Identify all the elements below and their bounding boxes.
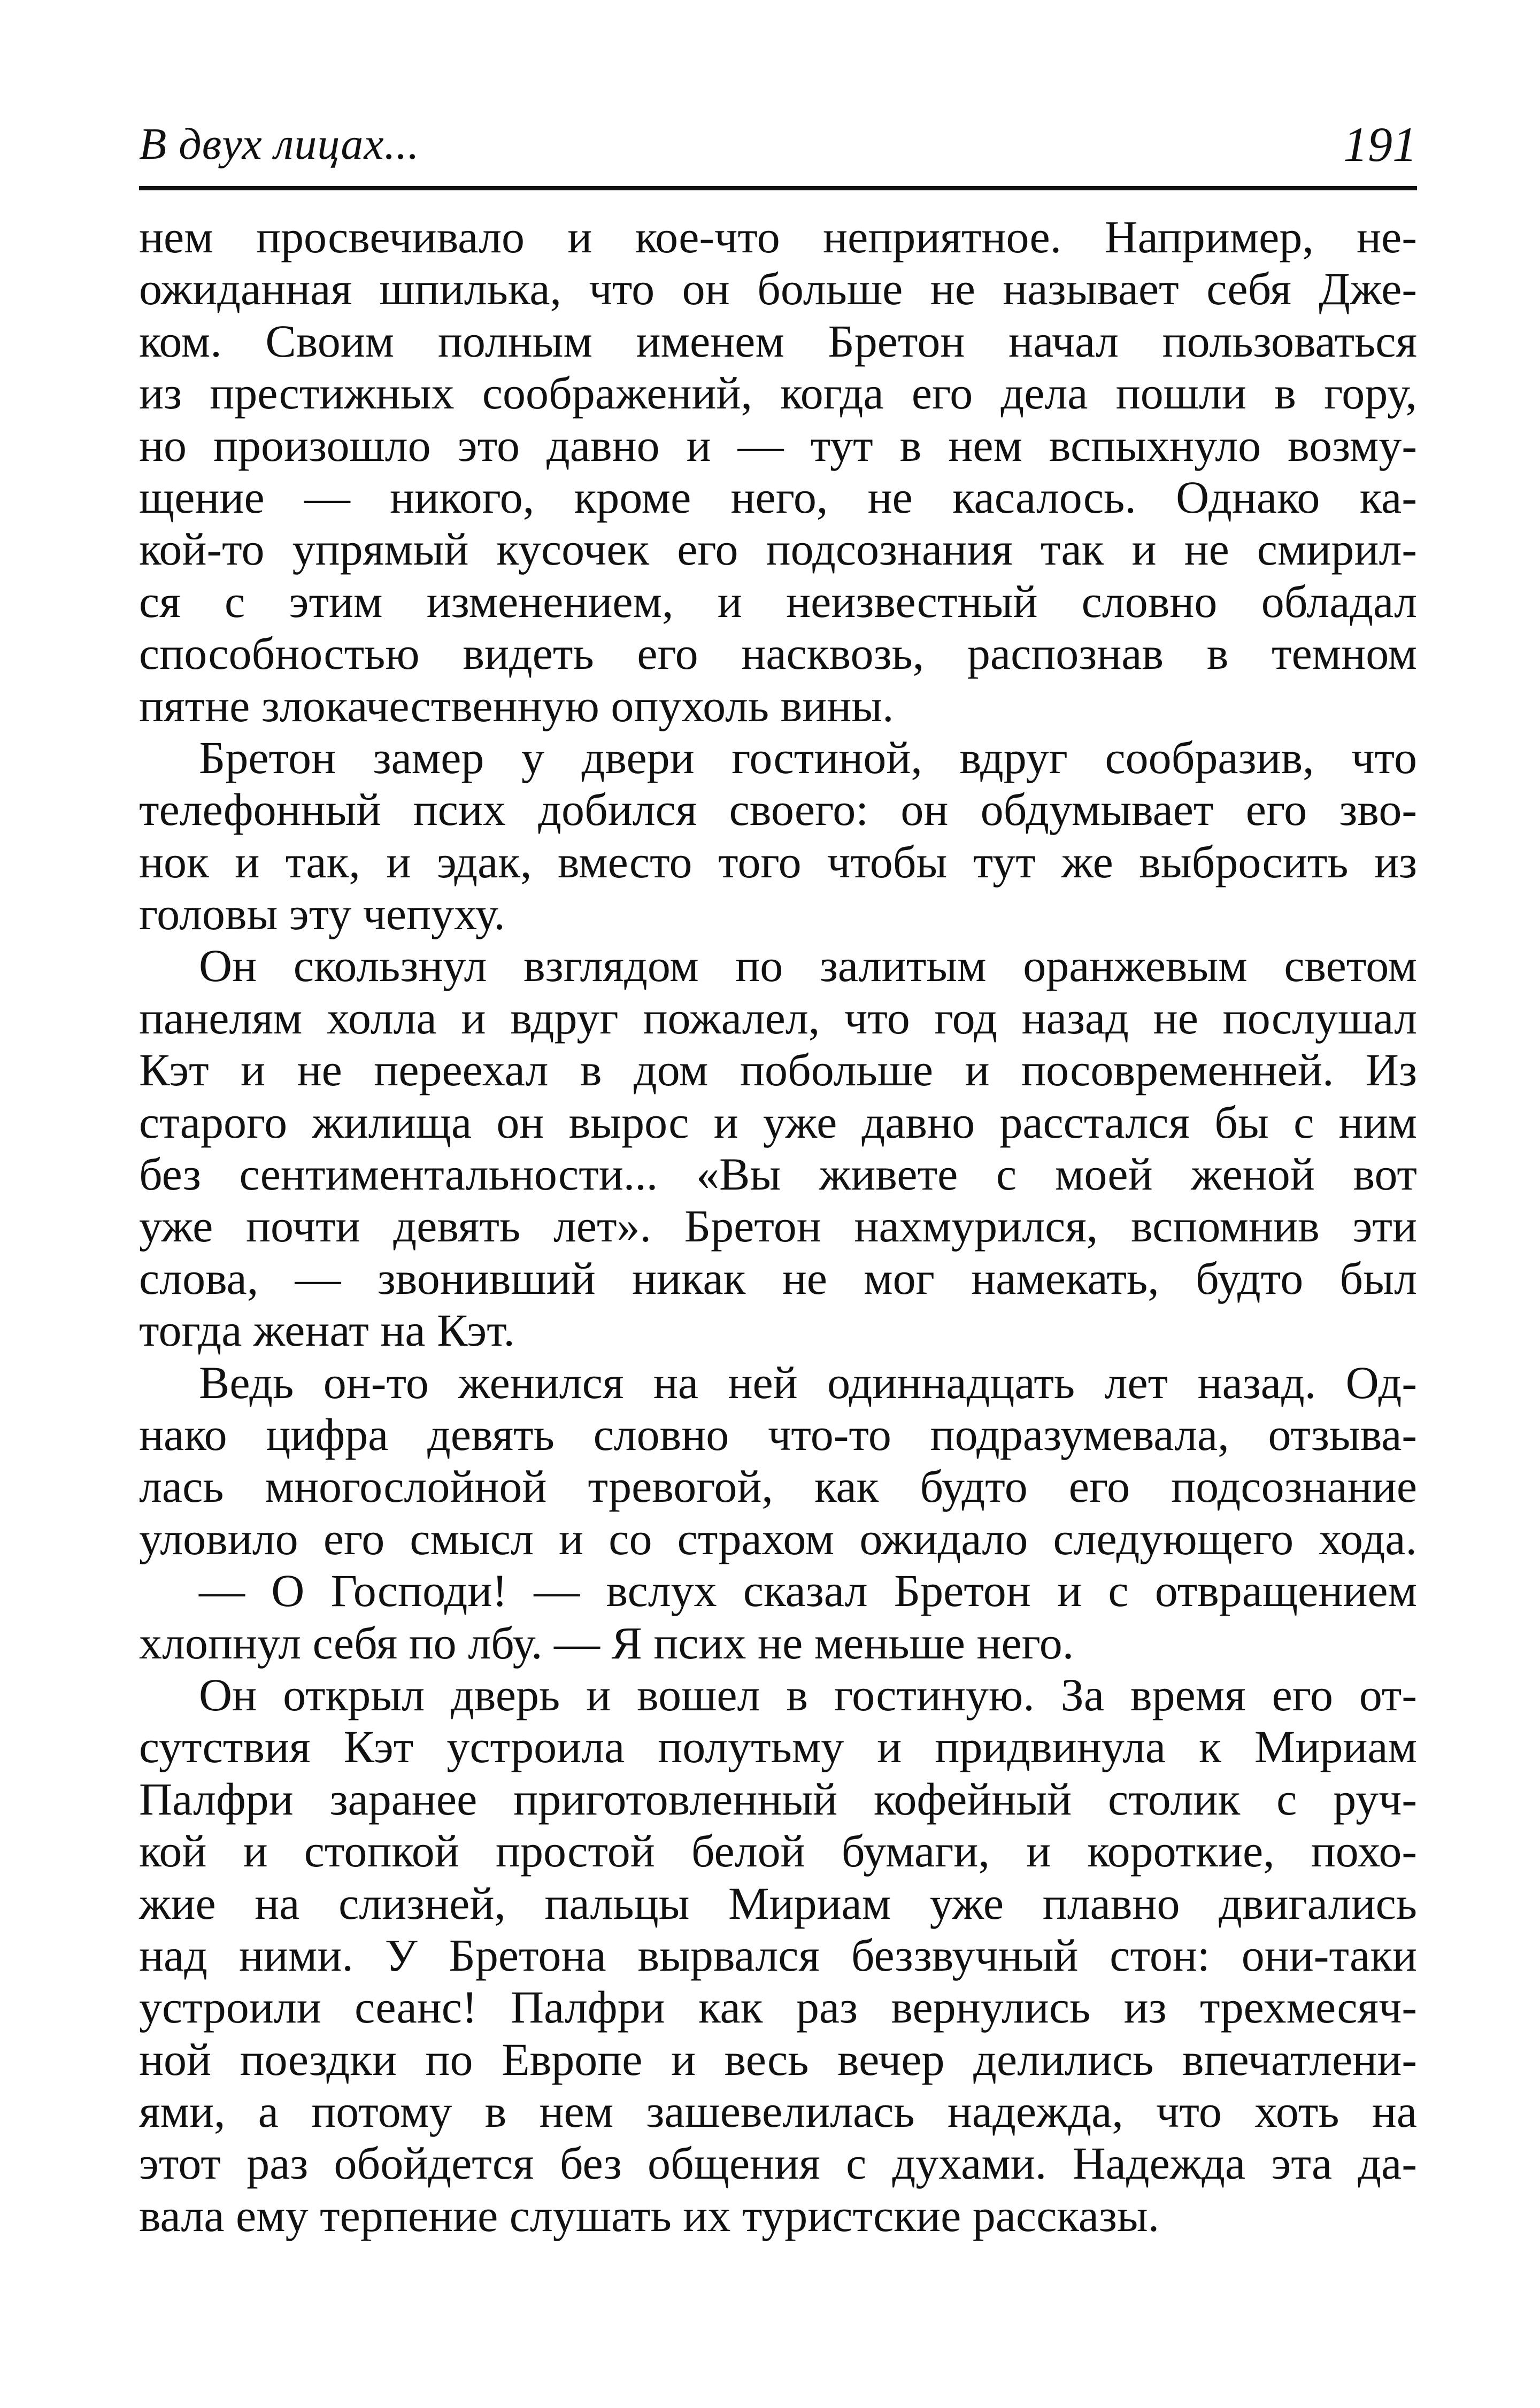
text-line: но произошло это давно и — тут в нем вспыхнуло возму- [139,419,1417,471]
text-line: ся с этим изменением, и неизвестный словно обладал [139,575,1417,627]
text-line: старого жилища он вырос и уже давно расстался бы с ним [139,1096,1417,1148]
text-line: жие на слизней, пальцы Мириам уже плавно двигались [139,1877,1417,1929]
text-line: телефонный псих добился своего: он обдумывает его зво- [139,784,1417,836]
running-head [139,115,1417,179]
running-title: В двух лицах... [139,119,420,169]
text-line: слова, — звонивший никак не мог намекать, будто был [139,1252,1417,1304]
text-line: ожиданная шпилька, что он больше не называет себя Дже- [139,263,1417,315]
text-line: кой и стопкой простой белой бумаги, и короткие, похо- [139,1825,1417,1877]
text-line: пятне злокачественную опухоль вины. [139,680,894,731]
text-line: вала ему терпение слушать их туристские рассказы. [139,2189,1160,2241]
text-line: устроили сеанс! Палфри как раз вернулись из трехмесяч- [139,1981,1417,2033]
paragraph-first-line: Он открыл дверь и вошел в гостиную. За время его от- [199,1669,1417,1720]
text-line: нок и так, и эдак, вместо того чтобы тут же выбросить из [139,836,1417,887]
text-line: ком. Своим полным именем Бретон начал пользоваться [139,315,1417,367]
text-line: этот раз обойдется без общения с духами. Надежда эта да- [139,2137,1417,2189]
text-line: над ними. У Бретона вырвался беззвучный стон: они-таки [139,1929,1417,1981]
paragraph-first-line: Бретон замер у двери гостиной, вдруг сообразив, что [199,731,1417,783]
body-text [139,211,1417,2242]
text-line: панелям холла и вдруг пожалел, что год назад не послушал [139,992,1417,1044]
paragraph-first-line: — О Господи! — вслух сказал Бретон и с отвращением [199,1565,1417,1617]
text-line: лась многослойной тревогой, как будто его подсознание [139,1461,1417,1512]
text-line: Палфри заранее приготовленный кофейный столик с руч- [139,1773,1417,1825]
paragraph-first-line: Он скользнул взглядом по залитым оранжевым светом [199,940,1417,992]
text-line: нако цифра девять словно что-то подразумевала, отзыва- [139,1408,1417,1460]
text-line: головы эту чепуху. [139,888,505,940]
paragraph-first-line: Ведь он-то женился на ней одиннадцать лет назад. Од- [199,1356,1417,1408]
text-line: без сентиментальности... «Вы живете с моей женой вот [139,1148,1417,1200]
text-line: нем просвечивало и кое-что неприятное. Например, не- [139,211,1417,263]
text-line: тогда женат на Кэт. [139,1305,515,1356]
text-line: кой-то упрямый кусочек его подсознания так и не смирил- [139,523,1417,575]
text-line: сутствия Кэт устроила полутьму и придвинула к Мириам [139,1721,1417,1773]
text-line: щение — никого, кроме него, не касалось. Однако ка- [139,471,1417,523]
text-line: уже почти девять лет». Бретон нахмурился, вспомнив эти [139,1200,1417,1252]
text-line: ной поездки по Европе и весь вечер делились впечатлени- [139,2033,1417,2085]
text-line: из престижных соображений, когда его дела пошли в гору, [139,367,1417,419]
text-line: способностью видеть его насквозь, распознав в темном [139,628,1417,680]
page-number: 191 [1343,117,1417,172]
text-line: ями, а потому в нем зашевелилась надежда, что хоть на [139,2086,1417,2137]
text-line: хлопнул себя по лбу. — Я псих не меньше него. [139,1617,1074,1669]
text-line: Кэт и не переехал в дом побольше и посовременней. Из [139,1044,1417,1096]
header-rule [139,186,1417,190]
text-line: уловило его смысл и со страхом ожидало следующего хода. [139,1512,1417,1564]
